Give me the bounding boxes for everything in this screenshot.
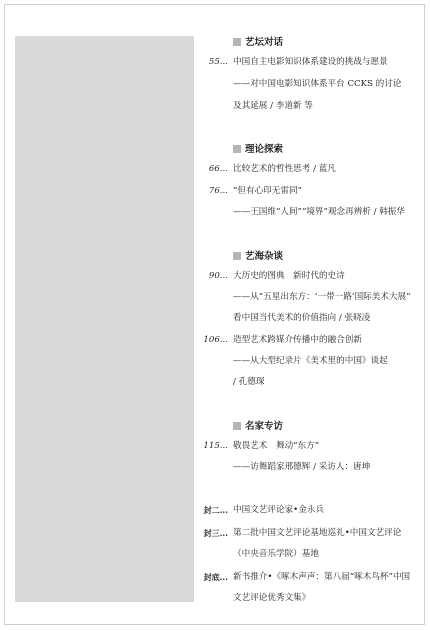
entry-subtitle: 看中国当代美术的价值指向 / 张晓凌 [233,313,371,323]
entry-subtitle: ——对中国电影知识体系平台 CCKS 的讨论 [233,79,402,89]
toc-entry-line [195,205,423,219]
toc-entry-cover[interactable] [195,570,423,584]
section-title: 艺海杂谈 [245,251,284,262]
toc-entry[interactable] [195,269,423,283]
cover-label: 封三... [203,528,228,538]
toc-entry-line [195,460,423,474]
entry-title: 中国文艺评论家•金永兵 [233,505,325,515]
page-number: 55... [208,57,228,67]
section-heading [233,141,283,155]
toc-entry[interactable] [195,184,423,198]
page-number: 106... [203,335,228,345]
gray-panel [15,36,194,602]
toc-entry-line [195,547,423,561]
page-number: 90... [208,271,228,281]
entry-subtitle: ——王国维“人间”“境界”观念再辨析 / 韩振华 [233,207,406,217]
entry-subtitle: 及其延展 / 李道新 等 [233,101,313,111]
page-number: 115... [203,441,228,451]
section-heading [233,34,283,48]
entry-title: “但有心印无雷同” [233,186,302,196]
page-number: 76... [208,186,228,196]
section-title: 名家专访 [245,421,284,432]
square-bullet-icon [233,38,241,46]
entry-title: 中国自主电影知识体系建设的挑战与愿景 [233,57,388,67]
entry-title: 比较艺术的哲性思考 / 蓝凡 [233,164,336,174]
toc-entry-line [195,591,423,605]
toc-entry-line [195,77,423,91]
toc-entry-line [195,290,423,304]
entry-subtitle: ——从“五星出东方：‘一带一路’国际美术大展” [233,292,411,302]
section-title: 理论探索 [245,144,284,155]
entry-subtitle: 文艺评论优秀文集》 [233,593,311,603]
section-heading [233,248,283,262]
page-number: 66... [208,164,228,174]
square-bullet-icon [233,145,241,153]
toc-entry[interactable] [195,55,423,69]
entry-subtitle: ——访舞蹈家邢德辉 / 采访人：唐坤 [233,462,371,472]
section-title: 艺坛对话 [245,37,284,48]
toc-entry[interactable] [195,333,423,347]
entry-title: 大历史的图典 新时代的史诗 [233,271,345,281]
toc-entry-cover[interactable] [195,503,423,517]
toc-entry-line [195,311,423,325]
entry-title: 第二批中国文艺评论基地巡礼•中国文艺评论 [233,528,402,538]
toc-entry[interactable] [195,162,423,176]
toc-entry-cover[interactable] [195,526,423,540]
square-bullet-icon [233,252,241,260]
toc-entry-line [195,354,423,368]
entry-subtitle: ——从大型纪录片《美术里的中国》谈起 [233,356,388,366]
cover-label: 封二... [203,505,228,515]
toc-entry-line [195,375,423,389]
entry-subtitle: / 孔德琛 [233,377,265,387]
toc-entry[interactable] [195,439,423,453]
section-heading [233,418,283,432]
entry-title: 新书推介•《啄木声声：第八届“啄木鸟杯”中国 [233,572,411,582]
entry-title: 造型艺术跨媒介传播中的融合创新 [233,335,362,345]
toc-entry-line [195,99,423,113]
entry-subtitle: （中央音乐学院）基地 [233,549,319,559]
entry-title: 敬畏艺术 舞动“东方” [233,441,320,451]
cover-label: 封底... [203,572,228,582]
square-bullet-icon [233,422,241,430]
